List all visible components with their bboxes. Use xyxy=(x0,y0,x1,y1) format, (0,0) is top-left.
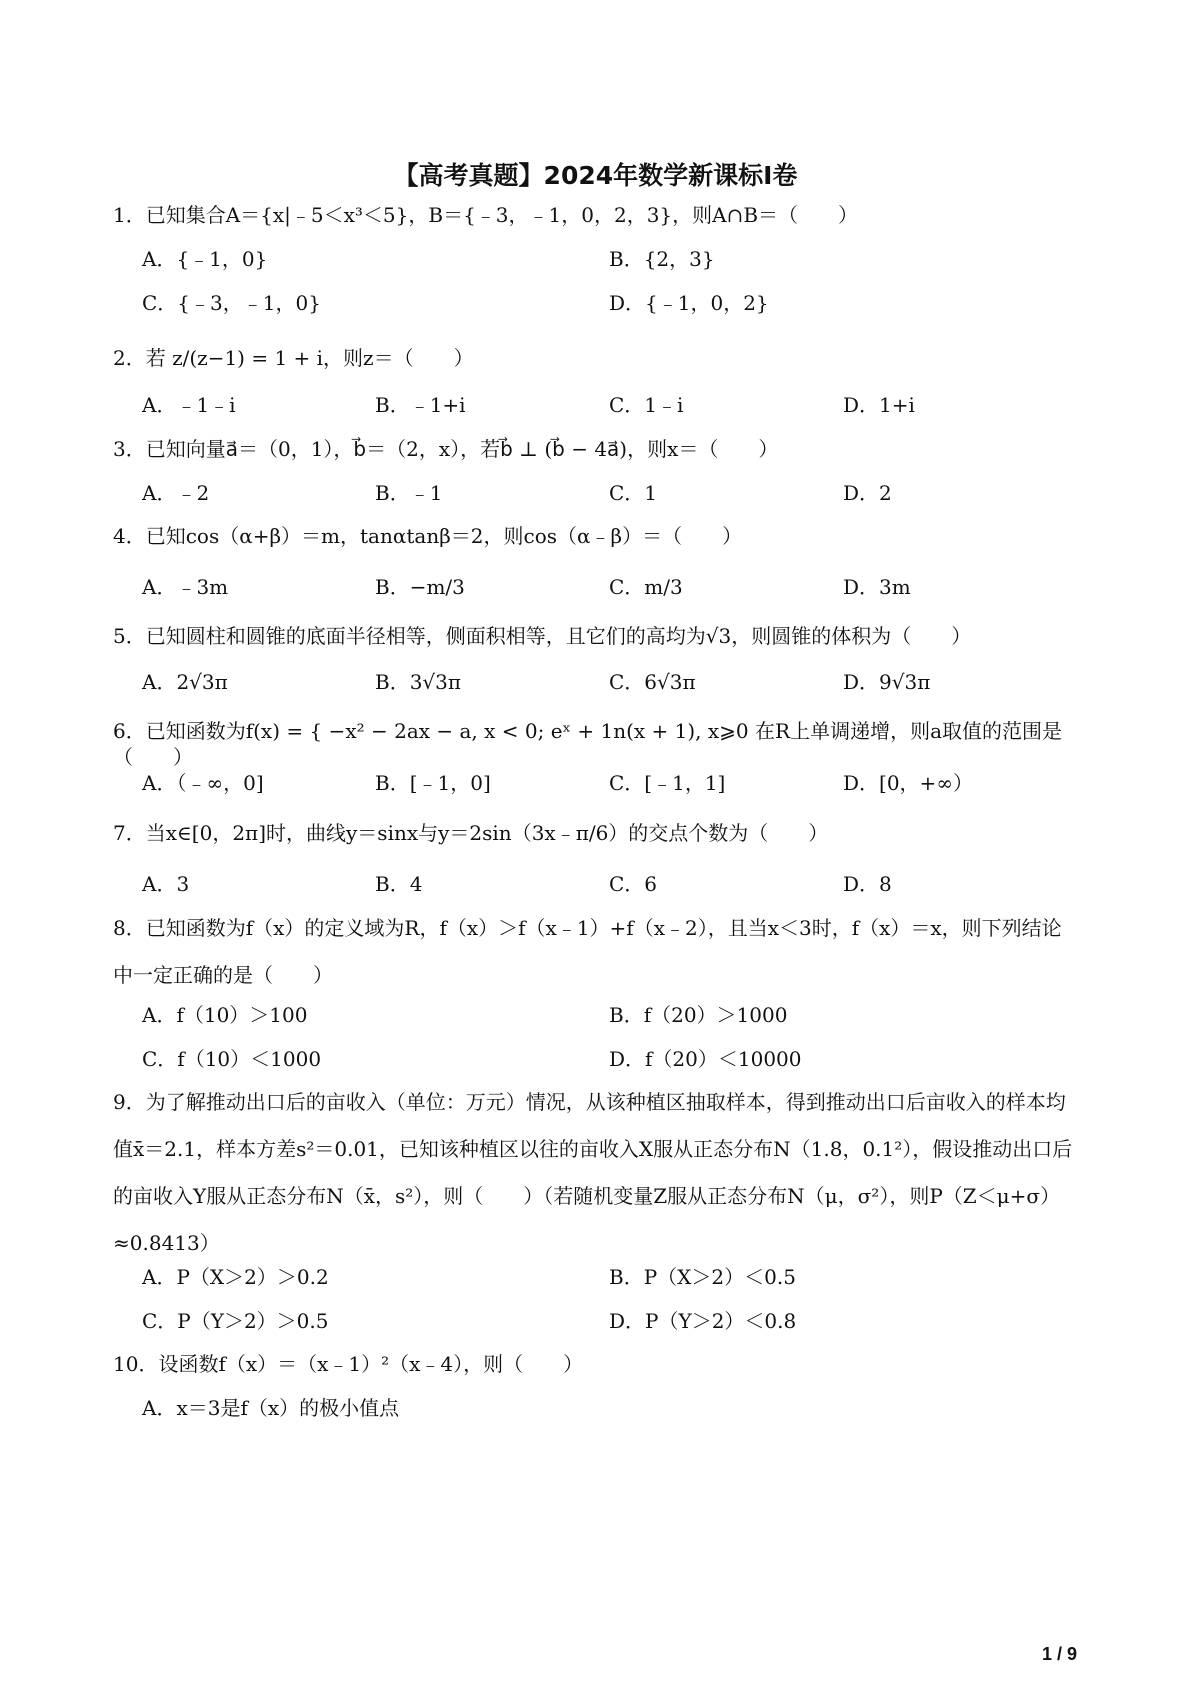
question-1-option-d: D．{﹣1，0，2} xyxy=(609,291,769,315)
question-9-option-b: B．P（X＞2）＜0.5 xyxy=(609,1265,796,1289)
question-8-option-d: D．f（20）＜10000 xyxy=(609,1047,802,1071)
question-7-stem: 7．当x∈[0，2π]时，曲线y＝sinx与y＝2sin（3x﹣π/6）的交点个数为（ ） xyxy=(113,821,829,845)
page-number: 1 / 9 xyxy=(1042,1644,1078,1664)
page-title: 【高考真题】2024年数学新课标Ⅰ卷 xyxy=(393,161,798,190)
question-6-stem: 6．已知函数为f(x) = { −x² − 2ax − a, x < 0; eˣ + 1n(x + 1), x⩾0 在R上单调递增，则a取值的范围是（ ） xyxy=(113,719,1062,769)
question-1-option-a: A．{﹣1，0} xyxy=(142,247,268,271)
question-3-option-b: B．﹣1 xyxy=(375,481,443,505)
question-2-option-b: B．﹣1+i xyxy=(375,393,466,417)
question-4-option-c: C．m/3 xyxy=(609,575,683,599)
question-3-stem: 3．已知向量a⃗＝（0，1），b⃗＝（2，x），若b⃗ ⊥ (b⃗ − 4a⃗)，则x＝（ ） xyxy=(113,437,779,461)
question-7-option-b: B．4 xyxy=(375,872,423,896)
question-3-option-d: D．2 xyxy=(843,481,892,505)
question-3-option-c: C．1 xyxy=(609,481,658,505)
question-8-option-b: B．f（20）＞1000 xyxy=(609,1003,788,1027)
question-5-option-b: B．3√3π xyxy=(375,670,462,694)
question-4-option-a: A．﹣3m xyxy=(142,575,229,599)
question-2-option-a: A．﹣1﹣i xyxy=(142,393,236,417)
question-1-stem: 1．已知集合A＝{x|﹣5＜x³＜5}，B＝{﹣3，﹣1，0，2，3}，则A∩B＝（ ） xyxy=(113,203,859,227)
question-10-stem: 10．设函数f（x）＝（x﹣1）²（x﹣4），则（ ） xyxy=(113,1352,584,1376)
question-2-stem: 2．若 z/(z−1) = 1 + i，则z＝（ ） xyxy=(113,346,474,370)
question-7-option-d: D．8 xyxy=(843,872,892,896)
question-6-option-c: C．[﹣1，1] xyxy=(609,771,726,795)
question-9-option-a: A．P（X＞2）＞0.2 xyxy=(142,1265,329,1289)
question-5-option-c: C．6√3π xyxy=(609,670,696,694)
question-8-option-a: A．f（10）＞100 xyxy=(142,1003,308,1027)
question-7-option-c: C．6 xyxy=(609,872,658,896)
question-4-option-d: D．3m xyxy=(843,575,911,599)
question-9-option-d: D．P（Y＞2）＜0.8 xyxy=(609,1309,797,1333)
question-7-option-a: A．3 xyxy=(142,872,190,896)
question-6-option-b: B．[﹣1，0] xyxy=(375,771,491,795)
question-5-option-a: A．2√3π xyxy=(142,670,228,694)
question-3-option-a: A．﹣2 xyxy=(142,481,210,505)
question-8-option-c: C．f（10）＜1000 xyxy=(142,1047,322,1071)
question-9-option-c: C．P（Y＞2）＞0.5 xyxy=(142,1309,329,1333)
question-5-option-d: D．9√3π xyxy=(843,670,931,694)
question-8-stem: 8．已知函数为f（x）的定义域为R，f（x）＞f（x﹣1）+f（x﹣2），且当x＜3时，f（x）＝x，则下列结论中一定正确的是（ ） xyxy=(113,916,1062,987)
question-1-option-b: B．{2，3} xyxy=(609,247,715,271)
question-9-stem: 9．为了解推动出口后的亩收入（单位：万元）情况，从该种植区抽取样本，得到推动出口后亩收入的样本均值x̄＝2.1，样本方差s²＝0.01，已知该种植区以往的亩收入X服从正态分布N（1.8，0.1²），假设推动出口后的亩收入Y服从正态分布N（x̄，s²），则（ ）（若随机变量Z服从正态分布N（μ，σ²），则P（Z＜μ+σ）≈0.8413） xyxy=(113,1090,1073,1255)
question-10-option-a: A．x＝3是f（x）的极小值点 xyxy=(142,1396,400,1420)
question-2-option-d: D．1+i xyxy=(843,393,915,417)
question-2-option-c: C．1﹣i xyxy=(609,393,684,417)
question-4-option-b: B．−m/3 xyxy=(375,575,465,599)
question-4-stem: 4．已知cos（α+β）＝m，tanαtanβ＝2，则cos（α﹣β）＝（ ） xyxy=(113,524,743,548)
question-6-option-d: D．[0，+∞） xyxy=(843,771,973,795)
question-5-stem: 5．已知圆柱和圆锥的底面半径相等，侧面积相等，且它们的高均为√3，则圆锥的体积为（ ） xyxy=(113,624,972,648)
question-6-option-a: A．（﹣∞，0] xyxy=(142,771,264,795)
question-1-option-c: C．{﹣3，﹣1，0} xyxy=(142,291,321,315)
